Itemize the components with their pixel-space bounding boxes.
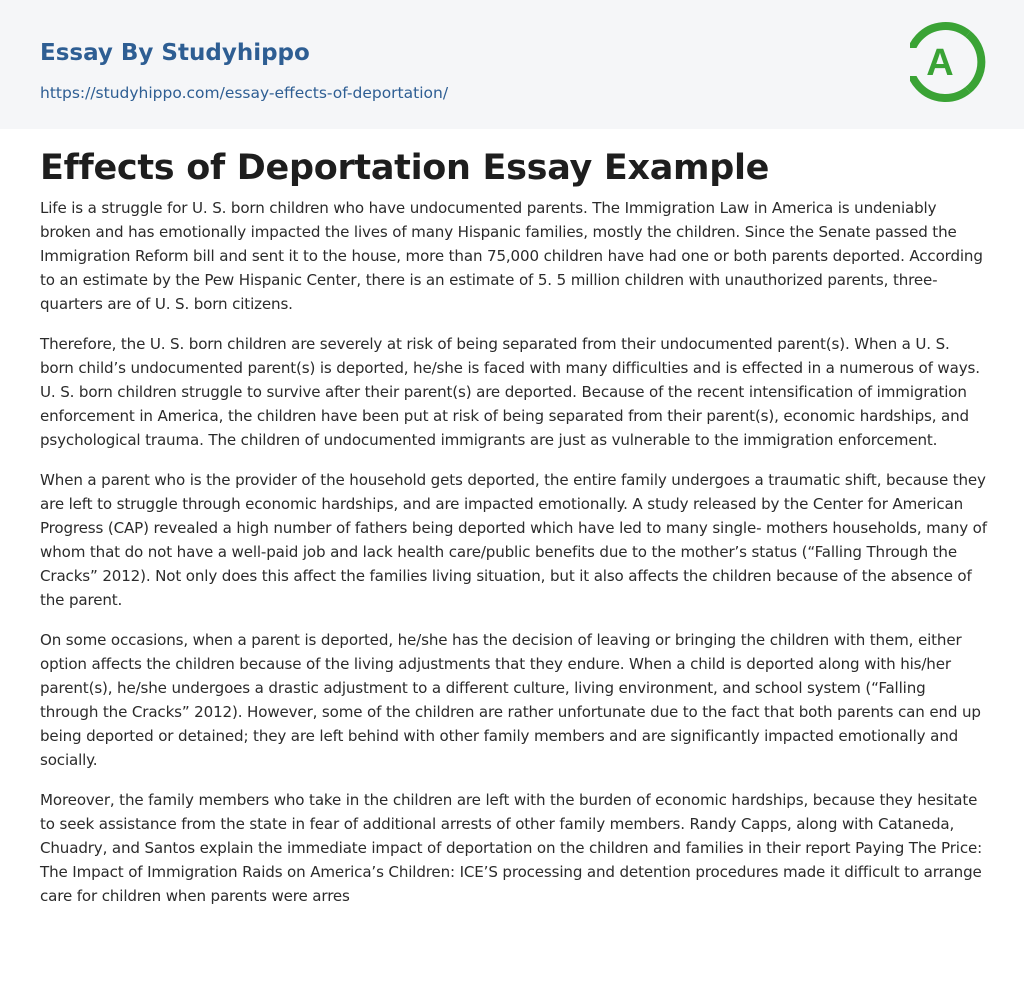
essay-paragraph: When a parent who is the provider of the household gets deported, the entire family undergoes a traumatic shift, because they are left to struggle through economic hardships, and are impacted emotionally. A study released by the Center for American Progress (CAP) revealed a high number of fathers being deported which have led to many single- mothers households, many of whom that do not have a well-paid job and lack health care/public benefits due to the mother’s status (“Falling Through the Cracks” 2012). Not only does this affect the families living situation, but it also affects the children because of the absence of the parent. [40, 471, 987, 609]
site-title[interactable]: Essay By Studyhippo [40, 40, 310, 66]
essay-paragraph: Moreover, the family members who take in the children are left with the burden of economic hardships, because they hesitate to seek assistance from the state in fear of additional arrests of other family members. Randy Capps, along with Cataneda, Chuadry, and Santos explain the immediate impact of deportation on the children and families in their report Paying The Price: The Impact of Immigration Raids on America’s Children: ICE’S processing and detention procedures made it difficult to arrange care for children when parents were arres [40, 791, 983, 905]
site-header [0, 0, 1024, 129]
studyhippo-logo-icon[interactable] [910, 18, 988, 106]
page-url-link[interactable]: https://studyhippo.com/essay-effects-of-deportation/ [40, 84, 449, 102]
essay-body [40, 196, 988, 924]
essay-paragraph: On some occasions, when a parent is deported, he/she has the decision of leaving or bringing the children with them, either option affects the children because of the living adjustments that they endure. When a child is deported along with his/her parent(s), he/she undergoes a drastic adjustment to a different culture, living environment, and school system (“Falling through the Cracks” 2012). However, some of the children are rather unfortunate due to the fact that both parents can end up being deported or detained; they are left behind with other family members and are significantly impacted emotionally and socially. [40, 631, 981, 769]
logo-letter: A [926, 42, 954, 84]
essay-paragraph: Life is a struggle for U. S. born children who have undocumented parents. The Immigration Law in America is undeniably broken and has emotionally impacted the lives of many Hispanic families, mostly the children. Since the Senate passed the Immigration Reform bill and sent it to the house, more than 75,000 children have had one or both parents deported. According to an estimate by the Pew Hispanic Center, there is an estimate of 5. 5 million children with unauthorized parents, three-quarters are of U. S. born citizens. [40, 199, 983, 313]
essay-title: Effects of Deportation Essay Example [40, 148, 770, 188]
essay-paragraph: Therefore, the U. S. born children are severely at risk of being separated from their undocumented parent(s). When a U. S. born child’s undocumented parent(s) is deported, he/she is faced with many difficulties and is effected in a numerous of ways. U. S. born children struggle to survive after their parent(s) are deported. Because of the recent intensification of immigration enforcement in America, the children have been put at risk of being separated from their parent(s), economic hardships, and psychological trauma. The children of undocumented immigrants are just as vulnerable to the immigration enforcement. [40, 335, 980, 449]
